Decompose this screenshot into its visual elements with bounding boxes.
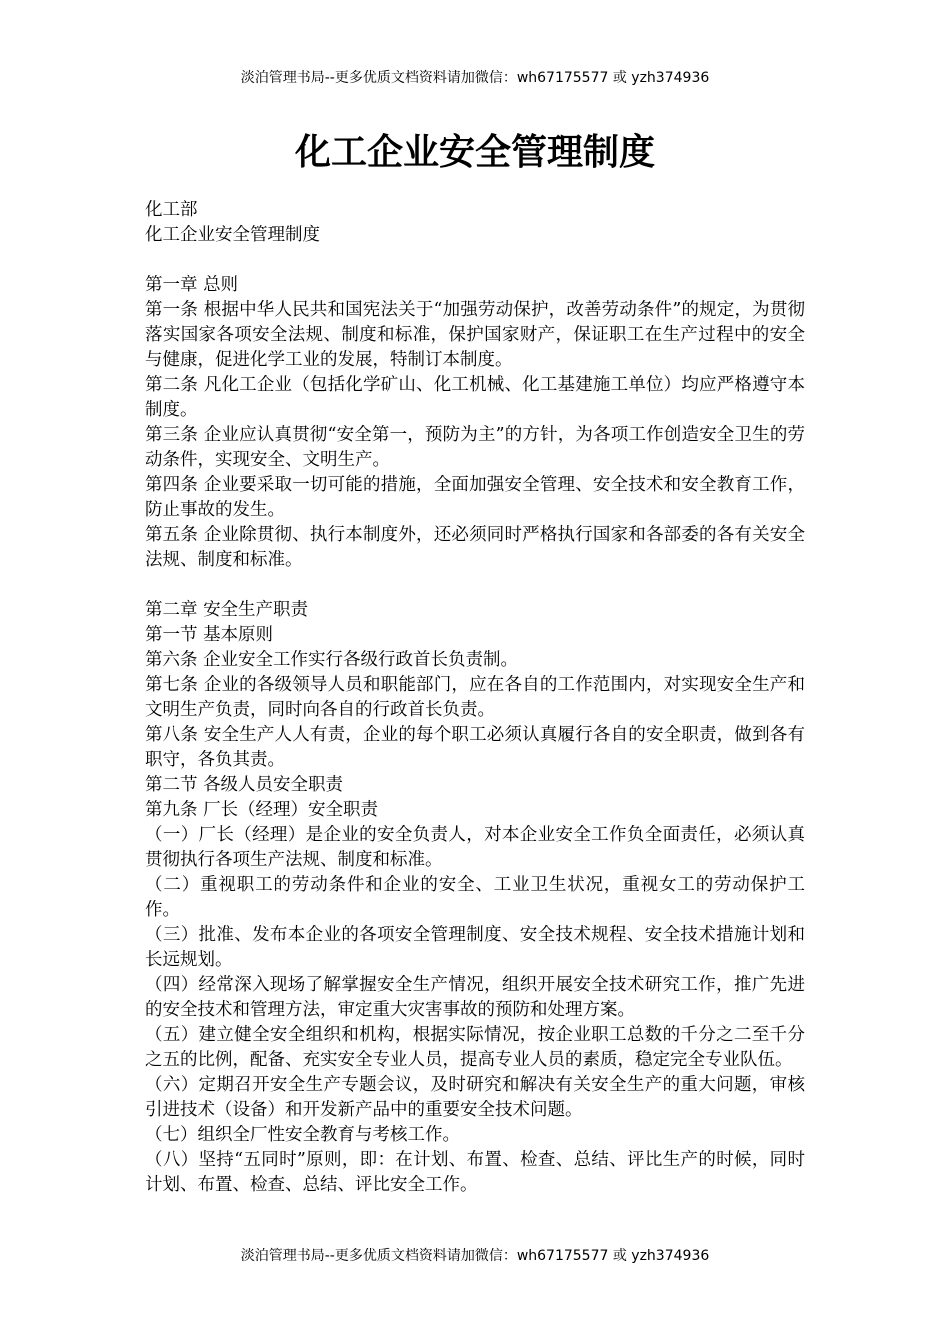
blank-line bbox=[145, 573, 805, 598]
document-body bbox=[145, 198, 805, 1198]
chapter-heading: 第二章 安全生产职责 bbox=[145, 600, 309, 620]
page-footer: 淡泊管理书局--更多优质文档资料请加微信：wh67175577 或 yzh374936 bbox=[240, 1248, 710, 1264]
article-paragraph: 第一条 根据中华人民共和国宪法关于“加强劳动保护，改善劳动条件”的规定，为贯彻落实国家各项安全法规、制度和标准，保护国家财产，保证职工在生产过程中的安全与健康，促进化学工业的发展，特制订本制度。 bbox=[145, 300, 805, 370]
article-paragraph: 第三条 企业应认真贯彻“安全第一，预防为主”的方针，为各项工作创造安全卫生的劳动条件，实现安全、文明生产。 bbox=[145, 425, 805, 470]
blank-line bbox=[145, 248, 805, 273]
section-heading: 第二节 各级人员安全职责 bbox=[145, 775, 344, 795]
list-item: （七）组织全厂性安全教育与考核工作。 bbox=[145, 1125, 460, 1145]
paragraph-subtitle: 化工企业安全管理制度 bbox=[145, 225, 320, 245]
list-item: （五）建立健全安全组织和机构，根据实际情况，按企业职工总数的千分之二至千分之五的比例，配备、充实安全专业人员，提高专业人员的素质，稳定完全专业队伍。 bbox=[145, 1025, 805, 1070]
list-item: （三）批准、发布本企业的各项安全管理制度、安全技术规程、安全技术措施计划和长远规划。 bbox=[145, 925, 805, 970]
article-paragraph: 第九条 厂长（经理）安全职责 bbox=[145, 800, 379, 820]
article-paragraph: 第四条 企业要采取一切可能的措施，全面加强安全管理、安全技术和安全教育工作，防止事故的发生。 bbox=[145, 475, 805, 520]
chapter-heading: 第一章 总则 bbox=[145, 275, 239, 295]
document-title: 化工企业安全管理制度 bbox=[294, 132, 655, 173]
page-header: 淡泊管理书局--更多优质文档资料请加微信：wh67175577 或 yzh374936 bbox=[240, 70, 710, 86]
list-item: （一）厂长（经理）是企业的安全负责人，对本企业安全工作负全面责任，必须认真贯彻执行各项生产法规、制度和标准。 bbox=[145, 825, 805, 870]
article-paragraph: 第五条 企业除贯彻、执行本制度外，还必须同时严格执行国家和各部委的各有关安全法规、制度和标准。 bbox=[145, 525, 805, 570]
list-item: （六）定期召开安全生产专题会议，及时研究和解决有关安全生产的重大问题，审核引进技术（设备）和开发新产品中的重要安全技术问题。 bbox=[145, 1075, 805, 1120]
article-paragraph: 第六条 企业安全工作实行各级行政首长负责制。 bbox=[145, 650, 519, 670]
article-paragraph: 第八条 安全生产人人有责，企业的每个职工必须认真履行各自的安全职责，做到各有职守，各负其责。 bbox=[145, 725, 805, 770]
article-paragraph: 第二条 凡化工企业（包括化学矿山、化工机械、化工基建施工单位）均应严格遵守本制度。 bbox=[145, 375, 805, 420]
article-paragraph: 第七条 企业的各级领导人员和职能部门，应在各自的工作范围内，对实现安全生产和文明生产负责，同时向各自的行政首长负责。 bbox=[145, 675, 805, 720]
list-item: （八）坚持“五同时”原则，即：在计划、布置、检查、总结、评比生产的时候，同时计划、布置、检查、总结、评比安全工作。 bbox=[145, 1150, 805, 1195]
list-item: （四）经常深入现场了解掌握安全生产情况，组织开展安全技术研究工作，推广先进的安全技术和管理方法，审定重大灾害事故的预防和处理方案。 bbox=[145, 975, 805, 1020]
paragraph-issuer: 化工部 bbox=[145, 200, 198, 220]
list-item: （二）重视职工的劳动条件和企业的安全、工业卫生状况，重视女工的劳动保护工作。 bbox=[145, 875, 805, 920]
section-heading: 第一节 基本原则 bbox=[145, 625, 274, 645]
